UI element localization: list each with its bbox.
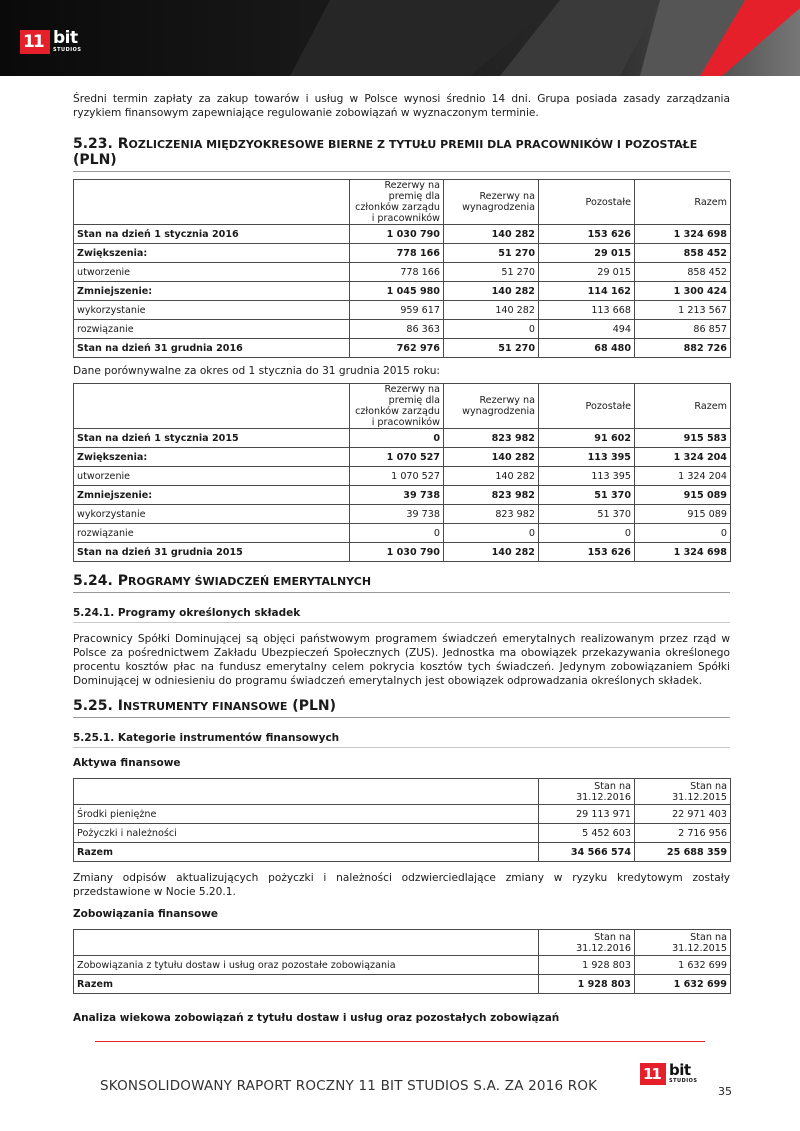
cell-value: 113 668 bbox=[539, 301, 635, 320]
cell-value: 1 030 790 bbox=[350, 543, 444, 562]
table-row bbox=[74, 956, 731, 975]
cell-value: 51 270 bbox=[444, 339, 539, 358]
cell-value: 1 632 699 bbox=[635, 975, 731, 994]
table-financial-assets bbox=[73, 778, 731, 862]
row-label: Zmniejszenie: bbox=[74, 486, 350, 505]
page-number: 35 bbox=[718, 1085, 732, 1098]
row-label: Pożyczki i należności bbox=[74, 824, 539, 843]
table-row bbox=[74, 467, 731, 486]
cell-value: 140 282 bbox=[444, 282, 539, 301]
table-row bbox=[74, 486, 731, 505]
page-content bbox=[73, 92, 730, 1024]
table-row bbox=[74, 543, 731, 562]
cell-value: 29 113 971 bbox=[539, 805, 635, 824]
cell-value: 0 bbox=[444, 320, 539, 339]
cell-value: 1 928 803 bbox=[539, 975, 635, 994]
row-label: Razem bbox=[74, 975, 539, 994]
cell-value: 778 166 bbox=[350, 263, 444, 282]
cell-value: 140 282 bbox=[444, 225, 539, 244]
cell-value: 39 738 bbox=[350, 505, 444, 524]
cell-value: 22 971 403 bbox=[635, 805, 731, 824]
cell-value: 494 bbox=[539, 320, 635, 339]
col-header-total: Razem bbox=[635, 384, 731, 429]
table-row bbox=[74, 301, 731, 320]
cell-value: 113 395 bbox=[539, 448, 635, 467]
col-header-2016: Stan na 31.12.2016 bbox=[539, 930, 635, 956]
cell-value: 1 045 980 bbox=[350, 282, 444, 301]
row-label: Zwiększenia: bbox=[74, 448, 350, 467]
cell-value: 1 324 698 bbox=[635, 543, 731, 562]
row-label: Środki pieniężne bbox=[74, 805, 539, 824]
cell-value: 823 982 bbox=[444, 486, 539, 505]
table-row bbox=[74, 448, 731, 467]
cell-value: 0 bbox=[350, 429, 444, 448]
cell-value: 153 626 bbox=[539, 225, 635, 244]
row-label: Zobowiązania z tytułu dostaw i usług oraz pozostałe zobowiązania bbox=[74, 956, 539, 975]
row-label: Razem bbox=[74, 843, 539, 862]
cell-value: 140 282 bbox=[444, 301, 539, 320]
cell-value: 51 270 bbox=[444, 244, 539, 263]
cell-value: 823 982 bbox=[444, 505, 539, 524]
footer-logo: 11 bit STUDIOS bbox=[640, 1063, 697, 1085]
table-row bbox=[74, 244, 731, 263]
company-logo: 11 bit STUDIOS bbox=[20, 30, 81, 54]
cell-value: 1 070 527 bbox=[350, 448, 444, 467]
col-header-2016: Stan na 31.12.2016 bbox=[539, 779, 635, 805]
cell-value: 882 726 bbox=[635, 339, 731, 358]
cell-value: 1 070 527 bbox=[350, 467, 444, 486]
cell-value: 51 270 bbox=[444, 263, 539, 282]
table-row bbox=[74, 524, 731, 543]
section-5-24-heading: 5.24. PROGRAMY ŚWIADCZEŃ EMERYTALNYCH bbox=[73, 573, 730, 593]
table-row bbox=[74, 429, 731, 448]
financial-liabilities-heading: Zobowiązania finansowe bbox=[73, 908, 219, 920]
col-header-2015: Stan na 31.12.2015 bbox=[635, 779, 731, 805]
cell-value: 0 bbox=[539, 524, 635, 543]
row-label: wykorzystanie bbox=[74, 505, 350, 524]
col-header-other: Pozostałe bbox=[539, 384, 635, 429]
table-row bbox=[74, 843, 731, 862]
cell-value: 39 738 bbox=[350, 486, 444, 505]
cell-value: 915 089 bbox=[635, 486, 731, 505]
col-header-salary-reserves: Rezerwy na wynagrodzenia bbox=[444, 180, 539, 225]
table-row bbox=[74, 263, 731, 282]
cell-value: 29 015 bbox=[539, 244, 635, 263]
cell-value: 762 976 bbox=[350, 339, 444, 358]
cell-value: 86 857 bbox=[635, 320, 731, 339]
cell-value: 140 282 bbox=[444, 448, 539, 467]
row-label: rozwiązanie bbox=[74, 524, 350, 543]
cell-value: 915 583 bbox=[635, 429, 731, 448]
cell-value: 140 282 bbox=[444, 543, 539, 562]
row-label: Stan na dzień 1 stycznia 2015 bbox=[74, 429, 350, 448]
cell-value: 34 566 574 bbox=[539, 843, 635, 862]
cell-value: 1 300 424 bbox=[635, 282, 731, 301]
row-label: Zmniejszenie: bbox=[74, 282, 350, 301]
col-header-salary-reserves: Rezerwy na wynagrodzenia bbox=[444, 384, 539, 429]
cell-value: 51 370 bbox=[539, 486, 635, 505]
pension-paragraph: Pracownicy Spółki Dominującej są objęci państwowym programem świadczeń emerytalnych realizowanym przez rząd w Polsce za pośrednictwem Zakładu Ubezpieczeń Społecznych (ZUS). Jednostka ma obowiązek przekazywania określonego procentu kosztów płac na fundusz emerytalny celem pokrycia kosztów tych świadczeń. Jedynym zobowiązaniem Spółki Dominującej w odniesieniu do programu świadczeń emerytalnych jest obowiązek odprowadzania określonych składek. bbox=[73, 633, 730, 687]
col-header-other: Pozostałe bbox=[539, 180, 635, 225]
table-row bbox=[74, 824, 731, 843]
financial-assets-heading: Aktywa finansowe bbox=[73, 757, 181, 769]
aging-analysis-heading: Analiza wiekowa zobowiązań z tytułu dostaw i usług oraz pozostałych zobowiązań bbox=[73, 1012, 560, 1024]
cell-value: 0 bbox=[444, 524, 539, 543]
impairment-note: Zmiany odpisów aktualizujących pożyczki i należności odzwierciedlające zmiany w ryzyku kredytowym zostały przedstawione w Nocie 5.20.1. bbox=[73, 872, 730, 898]
subsection-5-25-1-heading: 5.25.1. Kategorie instrumentów finansowych bbox=[73, 732, 730, 748]
intro-paragraph: Średni termin zapłaty za zakup towarów i usług w Polsce wynosi średnio 14 dni. Grupa posiada zasady zarządzania ryzykiem finansowym zapewniające regulowanie zobowiązań w wyznaczonym terminie. bbox=[73, 93, 730, 119]
col-header-bonus-reserves: Rezerwy na premię dla członków zarządu i pracowników bbox=[350, 180, 444, 225]
cell-value: 114 162 bbox=[539, 282, 635, 301]
row-label: Stan na dzień 31 grudnia 2015 bbox=[74, 543, 350, 562]
cell-value: 1 632 699 bbox=[635, 956, 731, 975]
table-row bbox=[74, 225, 731, 244]
comparative-note: Dane porównywalne za okres od 1 stycznia do 31 grudnia 2015 roku: bbox=[73, 365, 440, 377]
cell-value: 959 617 bbox=[350, 301, 444, 320]
table-row bbox=[74, 320, 731, 339]
row-label: utworzenie bbox=[74, 263, 350, 282]
cell-value: 858 452 bbox=[635, 244, 731, 263]
table-financial-liabilities bbox=[73, 929, 731, 994]
row-label: Stan na dzień 31 grudnia 2016 bbox=[74, 339, 350, 358]
cell-value: 5 452 603 bbox=[539, 824, 635, 843]
table-accruals-2015 bbox=[73, 383, 731, 562]
table-accruals-2016 bbox=[73, 179, 731, 358]
cell-value: 86 363 bbox=[350, 320, 444, 339]
cell-value: 1 324 204 bbox=[635, 448, 731, 467]
cell-value: 1 030 790 bbox=[350, 225, 444, 244]
cell-value: 778 166 bbox=[350, 244, 444, 263]
cell-value: 153 626 bbox=[539, 543, 635, 562]
cell-value: 915 089 bbox=[635, 505, 731, 524]
table-row bbox=[74, 805, 731, 824]
header-decoration bbox=[0, 0, 800, 76]
table-row bbox=[74, 339, 731, 358]
cell-value: 1 928 803 bbox=[539, 956, 635, 975]
cell-value: 1 324 204 bbox=[635, 467, 731, 486]
cell-value: 140 282 bbox=[444, 467, 539, 486]
table-row bbox=[74, 282, 731, 301]
cell-value: 91 602 bbox=[539, 429, 635, 448]
cell-value: 858 452 bbox=[635, 263, 731, 282]
row-label: Zwiększenia: bbox=[74, 244, 350, 263]
footer-divider bbox=[95, 1041, 705, 1042]
row-label: utworzenie bbox=[74, 467, 350, 486]
page-header bbox=[0, 0, 800, 76]
cell-value: 68 480 bbox=[539, 339, 635, 358]
cell-value: 25 688 359 bbox=[635, 843, 731, 862]
cell-value: 823 982 bbox=[444, 429, 539, 448]
table-row bbox=[74, 975, 731, 994]
section-5-25-heading: 5.25. INSTRUMENTY FINANSOWE (PLN) bbox=[73, 698, 730, 718]
cell-value: 0 bbox=[635, 524, 731, 543]
row-label: Stan na dzień 1 stycznia 2016 bbox=[74, 225, 350, 244]
col-header-bonus-reserves: Rezerwy na premię dla członków zarządu i pracowników bbox=[350, 384, 444, 429]
row-label: wykorzystanie bbox=[74, 301, 350, 320]
cell-value: 113 395 bbox=[539, 467, 635, 486]
col-header-total: Razem bbox=[635, 180, 731, 225]
subsection-5-24-1-heading: 5.24.1. Programy określonych składek bbox=[73, 607, 730, 623]
col-header-2015: Stan na 31.12.2015 bbox=[635, 930, 731, 956]
cell-value: 51 370 bbox=[539, 505, 635, 524]
footer-report-title: SKONSOLIDOWANY RAPORT ROCZNY 11 BIT STUDIOS S.A. ZA 2016 ROK bbox=[100, 1078, 598, 1094]
table-row bbox=[74, 505, 731, 524]
cell-value: 29 015 bbox=[539, 263, 635, 282]
cell-value: 1 324 698 bbox=[635, 225, 731, 244]
row-label: rozwiązanie bbox=[74, 320, 350, 339]
cell-value: 1 213 567 bbox=[635, 301, 731, 320]
section-5-23-heading: 5.23. ROZLICZENIA MIĘDZYOKRESOWE BIERNE Z TYTUŁU PREMII DLA PRACOWNIKÓW I POZOSTAŁE (PLN) bbox=[73, 136, 730, 172]
cell-value: 2 716 956 bbox=[635, 824, 731, 843]
cell-value: 0 bbox=[350, 524, 444, 543]
